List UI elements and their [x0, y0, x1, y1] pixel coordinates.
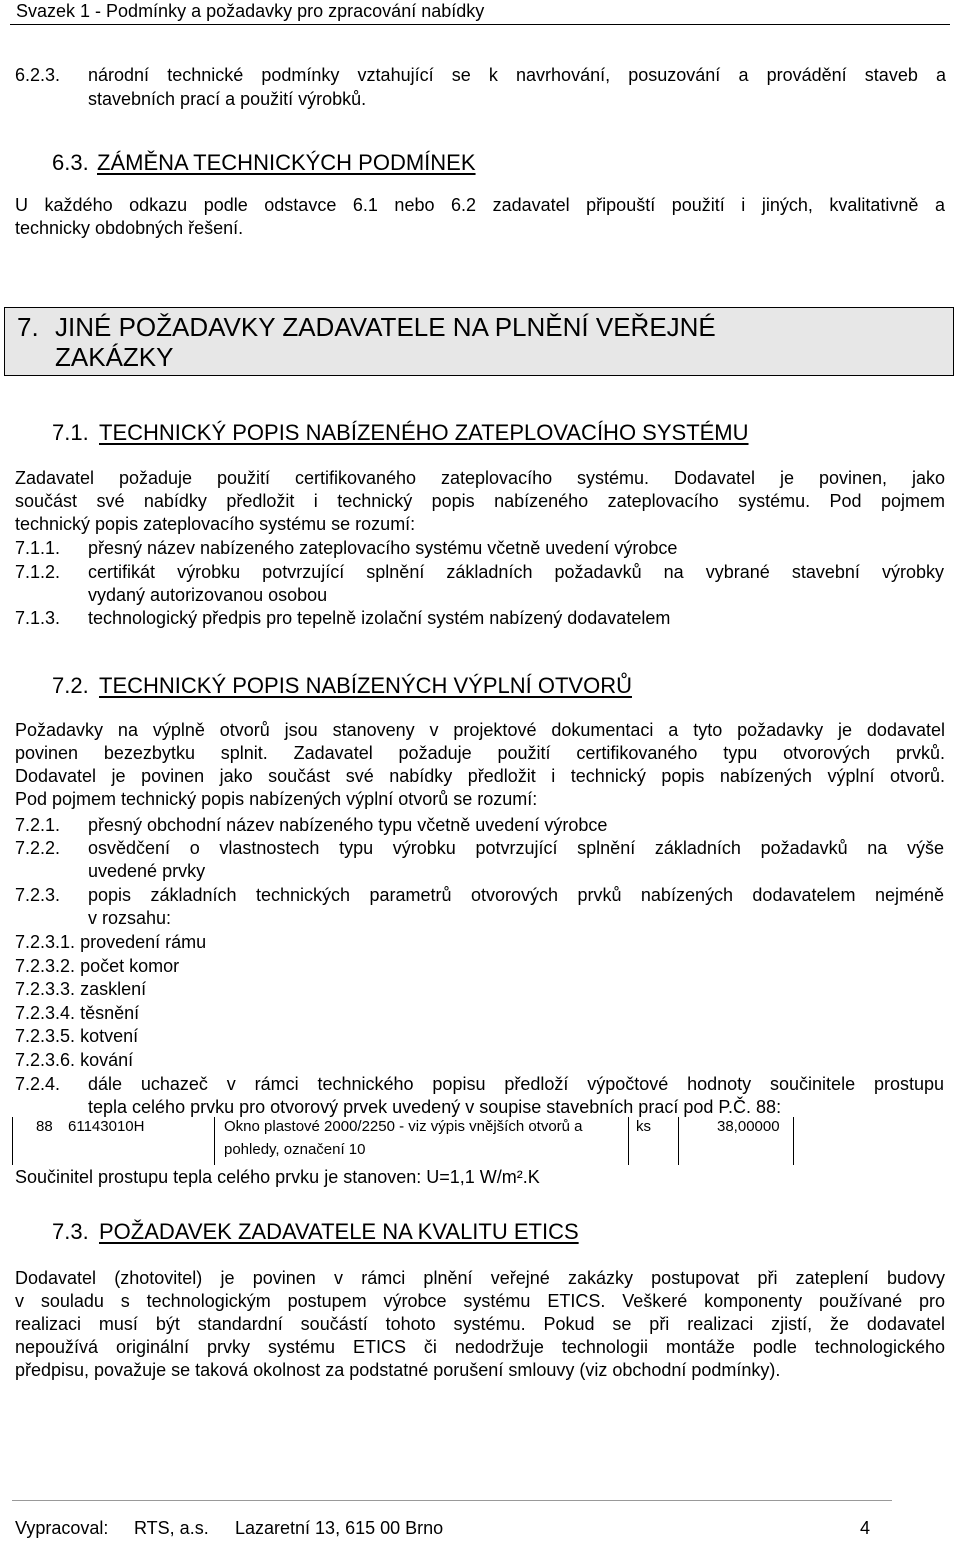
heading-title: ZÁMĚNA TECHNICKÝCH PODMÍNEK [97, 150, 476, 175]
subitem-number: 7.2.3.2. [15, 956, 76, 976]
subitem [15, 955, 179, 978]
footer-rule [12, 1500, 892, 1501]
item-text: uvedené prvky [88, 861, 206, 881]
paragraph-line: předpisu, považuje se taková okolnost za podstatné porušení smlouvy (viz obchodní podmínky). [15, 1360, 781, 1380]
paragraph [15, 719, 945, 811]
paragraph-line: Pod pojmem technický popis nabízených výplní otvorů se rozumí: [15, 789, 538, 809]
item-number: 7.2.1. [15, 815, 61, 835]
item-text: přesný název nabízeného zateplovacího systému včetně uvedení výrobce [88, 538, 678, 558]
item-number: 7.1.3. [15, 608, 61, 628]
section-heading-7-3 [52, 1219, 752, 1245]
paragraph-line: povinen bezezbytku splnit. Zadavatel požaduje použití certifikovaného typu otvorových prvků. [15, 743, 945, 763]
chapter-heading-7 [4, 307, 954, 376]
item-text: vydaný autorizovanou osobou [88, 585, 328, 605]
paragraph-line: U každého odkazu podle odstavce 6.1 nebo 6.2 zadavatel připouští použití i jiných, kvalitativně a [15, 195, 945, 215]
chapter-title [55, 312, 855, 372]
table-divider [12, 1117, 13, 1165]
table-cell-description: pohledy, označení 10 [224, 1141, 366, 1158]
u-factor-statement: Součinitel prostupu tepla celého prvku je stanoven: U=1,1 W/m².K [15, 1167, 540, 1187]
item-number: 6.2.3. [15, 65, 61, 85]
item-text: národní technické podmínky vztahující se k navrhování, posuzování a provádění staveb a [88, 65, 946, 85]
subitem-text: provedení rámu [80, 932, 207, 952]
table-divider [678, 1117, 679, 1165]
item-text: stavebních prací a použití výrobků. [88, 89, 367, 109]
subitem [15, 978, 146, 1001]
table-cell-quantity: 38,00000 [717, 1118, 780, 1135]
footer-company: RTS, a.s. [134, 1518, 209, 1538]
heading-title: TECHNICKÝ POPIS NABÍZENÝCH VÝPLNÍ OTVORŮ [99, 673, 632, 698]
chapter-title-line: ZAKÁZKY [55, 342, 174, 372]
table-divider [628, 1117, 629, 1165]
footer-address: Lazaretní 13, 615 00 Brno [235, 1518, 444, 1538]
table-divider [793, 1117, 794, 1165]
heading-number: 7.3. [52, 1219, 89, 1244]
subitem-text: kotvení [80, 1026, 139, 1046]
subitem-number: 7.2.3.4. [15, 1003, 76, 1023]
header-rule [10, 24, 950, 25]
paragraph-line: Dodavatel (zhotovitel) je povinen v rámci plnění veřejné zakázky postupovat při zateplení budovy [15, 1268, 945, 1288]
paragraph [15, 194, 945, 240]
item-number: 7.2.4. [15, 1074, 61, 1094]
subitem-number: 7.2.3.3. [15, 979, 76, 999]
item-text: dále uchazeč v rámci technického popisu předloží výpočtové hodnoty součinitele prostupu [88, 1074, 944, 1094]
item-table-row [12, 1113, 794, 1165]
subitem-number: 7.2.3.6. [15, 1050, 76, 1070]
paragraph [15, 1267, 945, 1382]
paragraph-line: součást své nabídky předložit i technický popis nabízeného zateplovacího systému. Pod pojmem [15, 491, 945, 511]
section-heading-6-3 [52, 150, 652, 176]
paragraph-line: Zadavatel požaduje použití certifikovaného zateplovacího systému. Dodavatel je povinen, jako [15, 468, 945, 488]
table-cell-pc: 88 [36, 1118, 53, 1135]
paragraph [15, 467, 945, 536]
item-text: technologický předpis pro tepelně izolační systém nabízený dodavatelem [88, 608, 671, 628]
paragraph-line: technický popis zateplovacího systému se rozumí: [15, 514, 416, 534]
paragraph-line: realizaci musí být standardní součástí tohoto systému. Pokud se při realizaci zjistí, že dodavatel [15, 1314, 945, 1334]
item-text: popis základních technických parametrů otvorových prvků nabízených dodavatelem nejméně [88, 885, 944, 905]
table-cell-unit: ks [636, 1118, 651, 1135]
heading-number: 7.2. [52, 673, 89, 698]
subitem [15, 931, 206, 954]
footer-label: Vypracoval: [15, 1518, 109, 1538]
item-number: 7.2.2. [15, 838, 61, 858]
table-cell-code: 61143010H [68, 1118, 145, 1135]
chapter-number: 7. [17, 312, 39, 342]
paragraph-line: v souladu s technologickým postupem výrobce systému ETICS. Veškeré komponenty používané pro [15, 1291, 945, 1311]
subitem-number: 7.2.3.5. [15, 1026, 76, 1046]
heading-number: 7.1. [52, 420, 89, 445]
paragraph-line: nepoužívá originální prvky systému ETICS či nedodržuje technologii montáže podle technologického [15, 1337, 945, 1357]
heading-title: POŽADAVEK ZADAVATELE NA KVALITU ETICS [99, 1219, 579, 1244]
item-text: certifikát výrobku potvrzující splnění základních požadavků na vybrané stavební výrobky [88, 562, 944, 582]
table-divider [214, 1117, 215, 1165]
item-text: v rozsahu: [88, 908, 172, 928]
subitem [15, 1002, 139, 1025]
heading-title: TECHNICKÝ POPIS NABÍZENÉHO ZATEPLOVACÍHO SYSTÉMU [99, 420, 749, 445]
item-text: přesný obchodní název nabízeného typu včetně uvedení výrobce [88, 815, 608, 835]
item-text: osvědčení o vlastnostech typu výrobku potvrzující splnění základních požadavků na výše [88, 838, 944, 858]
subitem-number: 7.2.3.1. [15, 932, 76, 952]
subitem [15, 1025, 138, 1048]
paragraph-line: technicky obdobných řešení. [15, 218, 244, 238]
item-number: 7.1.2. [15, 562, 61, 582]
section-heading-7-1 [52, 420, 872, 446]
item-text: tepla celého prvku pro otvorový prvek uvedený v soupise stavebních prací pod P.Č. 88: [88, 1097, 782, 1117]
heading-number: 6.3. [52, 150, 89, 175]
chapter-title-line: JINÉ POŽADAVKY ZADAVATELE NA PLNĚNÍ VEŘEJNÉ [55, 312, 716, 342]
table-cell-description: Okno plastové 2000/2250 - viz výpis vnějších otvorů a [224, 1118, 583, 1135]
document-header: Svazek 1 - Podmínky a požadavky pro zpracování nabídky [16, 1, 485, 21]
section-heading-7-2 [52, 673, 752, 699]
subitem-text: kování [80, 1050, 134, 1070]
item-number: 7.2.3. [15, 885, 61, 905]
paragraph-line: Požadavky na výplně otvorů jsou stanoveny v projektové dokumentaci a tyto požadavky je dodavatel [15, 720, 945, 740]
subitem-text: těsnění [80, 1003, 140, 1023]
item-number: 7.1.1. [15, 538, 61, 558]
paragraph-line: Dodavatel je povinen jako součást své nabídky předložit i technický popis nabízených výplní otvorů. [15, 766, 945, 786]
page-number: 4 [860, 1518, 871, 1538]
subitem [15, 1049, 133, 1072]
subitem-text: počet komor [80, 956, 180, 976]
subitem-text: zasklení [80, 979, 147, 999]
